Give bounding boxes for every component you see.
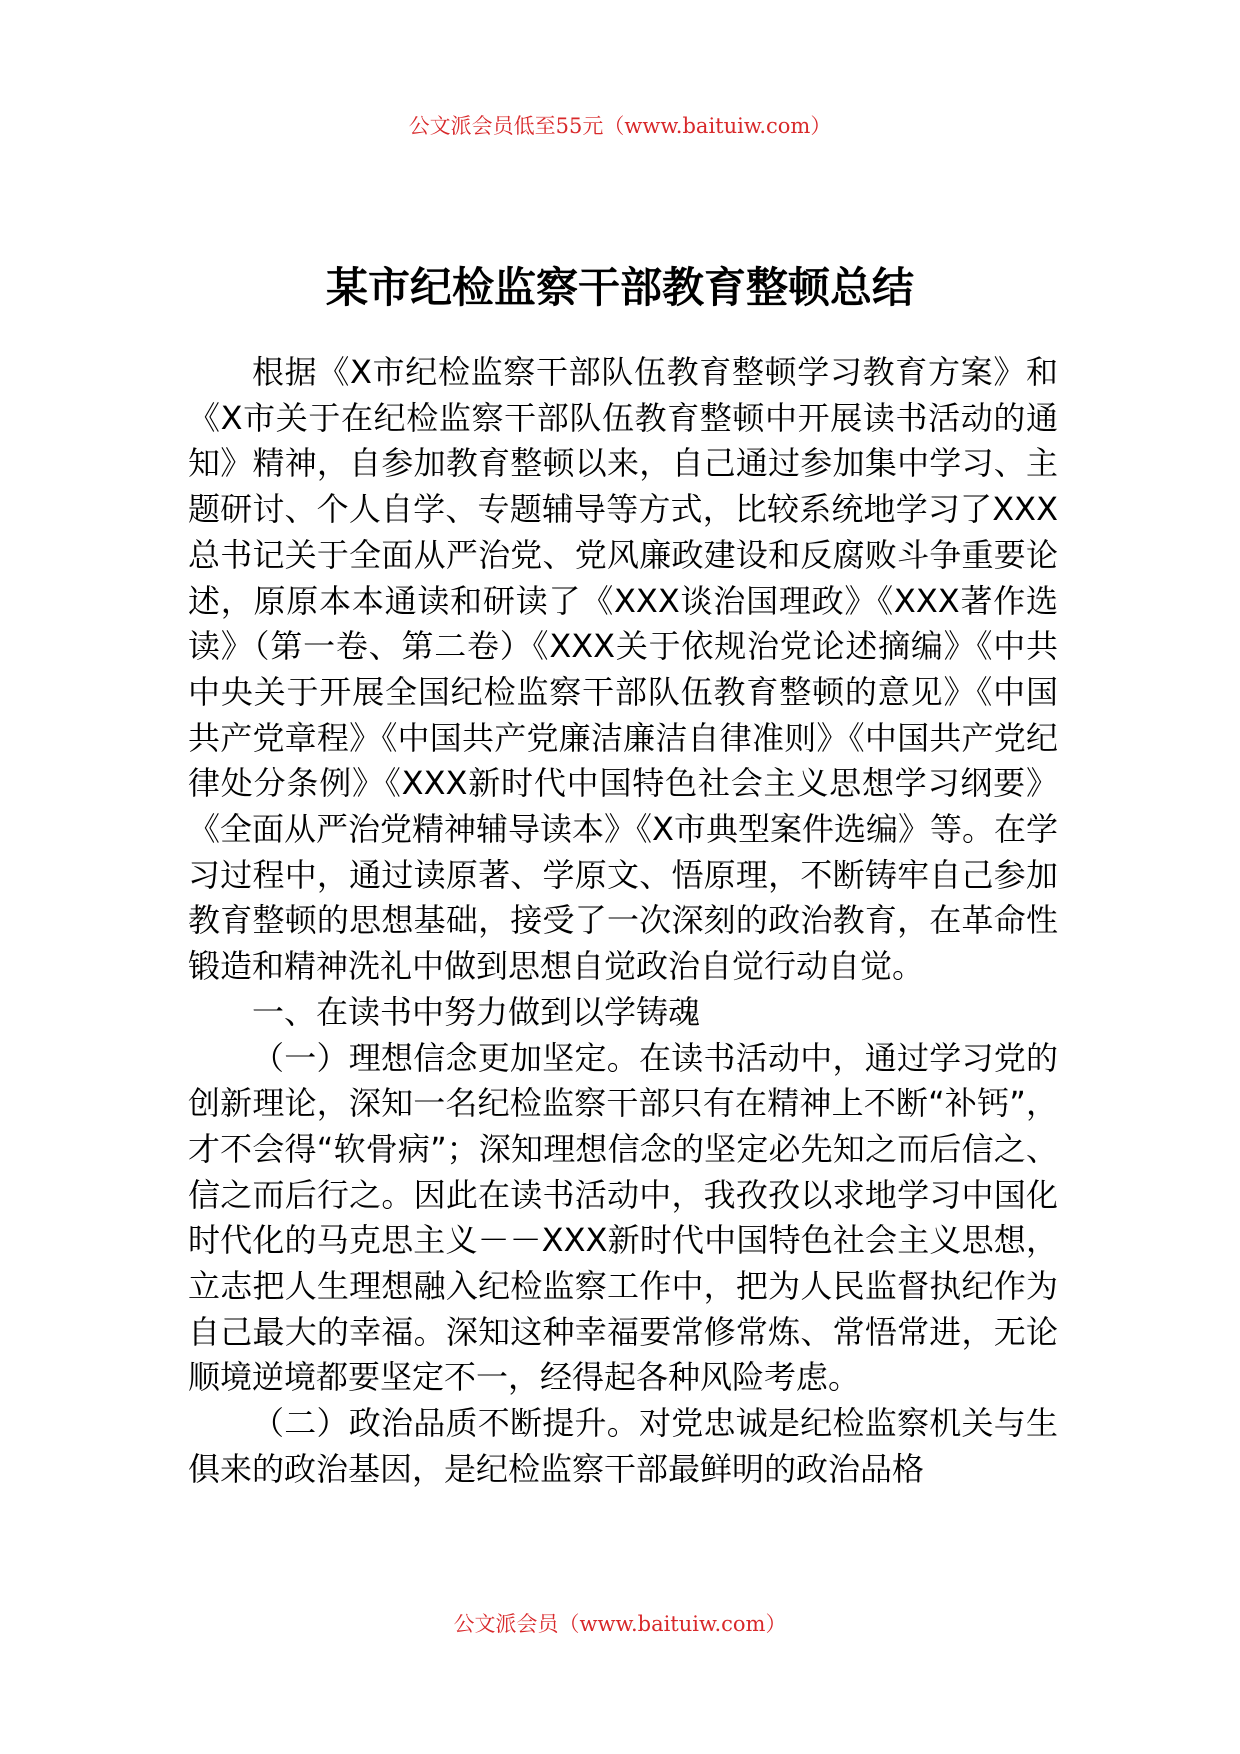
subsection-paragraph-2: （二）政治品质不断提升。对党忠诚是纪检监察机关与生俱来的政治基因，是纪检监察干部最鲜明的政治品格 <box>188 1404 1058 1488</box>
footer-banner: 公文派会员（www.baituiw.com） <box>453 1612 787 1636</box>
section-heading: 一、在读书中努力做到以学铸魂 <box>252 992 701 1031</box>
intro-paragraph: 根据《X市纪检监察干部队伍教育整顿学习教育方案》和《X市关于在纪检监察干部队伍教育整顿中开展读书活动的通知》精神，自参加教育整顿以来，自己通过参加集中学习、主题研讨、个人自学、专题辅导等方式，比较系统地学习了XXX总书记关于全面从严治党、党风廉政建设和反腐败斗争重要论述，原原本本通读和研读了《XXX谈治国理政》《XXX著作选读》（第一卷、第二卷）《XXX关于依规治党论述摘编》《中共中央关于开展全国纪检监察干部队伍教育整顿的意见》《中国共产党章程》《中国共产党廉洁廉洁自律准则》《中国共产党纪律处分条例》《XXX新时代中国特色社会主义思想学习纲要》《全面从严治党精神辅导读本》《X市典型案件选编》等。在学习过程中，通过读原著、学原文、悟原理，不断铸牢自己参加教育整顿的思想基础，接受了一次深刻的政治教育，在革命性锻造和精神洗礼中做到思想自觉政治自觉行动自觉。 <box>188 353 1058 986</box>
header-banner: 公文派会员低至55元（www.baituiw.com） <box>408 114 832 138</box>
document-title: 某市纪检监察干部教育整顿总结 <box>325 263 914 313</box>
document-body <box>188 350 1058 1493</box>
subsection-paragraph-1: （一）理想信念更加坚定。在读书活动中，通过学习党的创新理论，深知一名纪检监察干部只有在精神上不断“补钙”，才不会得“软骨病”；深知理想信念的坚定必先知之而后信之、信之而后行之。因此在读书活动中，我孜孜以求地学习中国化时代化的马克思主义－－XXX新时代中国特色社会主义思想，立志把人生理想融入纪检监察工作中，把为人民监督执纪作为自己最大的幸福。深知这种幸福要常修常炼、常悟常进，无论顺境逆境都要坚定不一，经得起各种风险考虑。 <box>188 1038 1058 1397</box>
